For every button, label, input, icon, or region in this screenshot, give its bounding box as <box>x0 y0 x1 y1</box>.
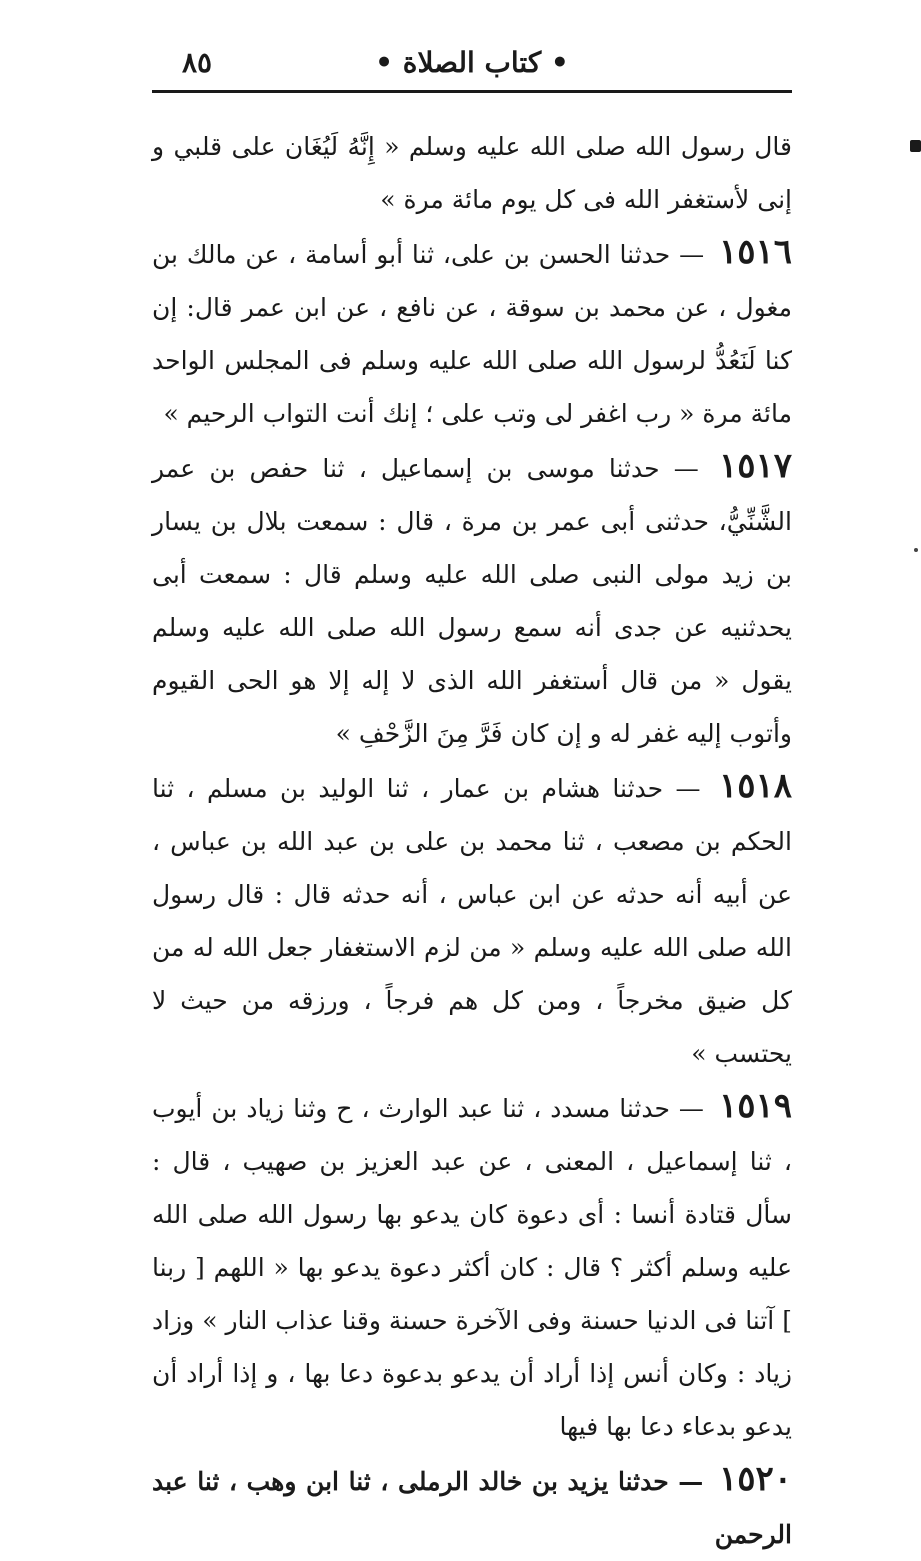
hadith-number: ١٥٢٠ <box>718 1459 792 1499</box>
header-rule <box>152 90 792 93</box>
running-title: • كتاب الصلاة • <box>375 46 569 79</box>
paragraph-text: — حدثنا مسدد ، ثنا عبد الوارث ، ح وثنا زياد بن أيوب ، ثنا إسماعيل ، المعنى ، عن عبد العزيز بن صهيب ، قال : سأل قتادة أنسا : أى دعوة كان يدعو بها رسول الله صلى الله عليه وسلم أكثر ؟ قال : كان أكثر دعوة يدعو بها « اللهم [ ربنا ] آتنا فى الدنيا حسنة وفى الآخرة حسنة وقنا عذاب النار » وزاد زياد : وكان أنس إذا أراد أن يدعو بدعوة دعا بها ، و إذا أراد أن يدعو بدعاء دعا بها فيها <box>152 1094 792 1441</box>
hadith-number: ١٥١٧ <box>718 446 792 486</box>
paragraph-text: — حدثنا يزيد بن خالد الرملى ، ثنا ابن وهب ، ثنا عبد الرحمن <box>152 1467 792 1549</box>
hadith-paragraph <box>152 120 792 226</box>
margin-dot <box>914 548 918 552</box>
page-number: ٨٥ <box>182 46 213 79</box>
margin-mark <box>910 140 921 152</box>
page-body <box>152 120 792 1561</box>
hadith-paragraph <box>152 760 792 1080</box>
hadith-paragraph <box>152 440 792 760</box>
page-header <box>152 38 792 88</box>
hadith-number: ١٥١٦ <box>718 232 792 272</box>
paragraph-text: — حدثنا هشام بن عمار ، ثنا الوليد بن مسلم ، ثنا الحكم بن مصعب ، ثنا محمد بن على بن عبد الله بن عباس ، عن أبيه أنه حدثه عن ابن عباس ، أنه حدثه قال : قال رسول الله صلى الله عليه وسلم « من لزم الاستغفار جعل الله له من كل ضيق مخرجاً ، ومن كل هم فرجاً ، ورزقه من حيث لا يحتسب » <box>152 774 792 1068</box>
hadith-paragraph <box>152 226 792 440</box>
paragraph-text: قال رسول الله صلى الله عليه وسلم « إِنَّهُ لَيُغَان على قلبي و إنى لأستغفر الله فى كل يوم مائة مرة » <box>152 132 792 214</box>
paragraph-text: — حدثنا الحسن بن على، ثنا أبو أسامة ، عن مالك بن مغول ، عن محمد بن سوقة ، عن نافع ، عن ابن عمر قال: إن كنا لَنَعُدُّ لرسول الله صلى الله عليه وسلم فى المجلس الواحد مائة مرة « رب اغفر لى وتب على ؛ إنك أنت التواب الرحيم » <box>152 240 792 428</box>
hadith-number: ١٥١٨ <box>718 766 792 806</box>
hadith-paragraph <box>152 1080 792 1453</box>
hadith-paragraph <box>152 1453 792 1561</box>
paragraph-text: — حدثنا موسى بن إسماعيل ، ثنا حفص بن عمر الشَّنِّيُّ، حدثنى أبى عمر بن مرة ، قال : سمعت بلال بن يسار بن زيد مولى النبى صلى الله عليه وسلم قال : سمعت أبى يحدثنيه عن جدى أنه سمع رسول الله صلى الله عليه وسلم يقول « من قال أستغفر الله الذى لا إله إلا هو الحى القيوم وأتوب إليه غفر له و إن كان فَرَّ مِنَ الزَّحْفِ » <box>152 454 792 748</box>
hadith-number: ١٥١٩ <box>718 1086 792 1126</box>
